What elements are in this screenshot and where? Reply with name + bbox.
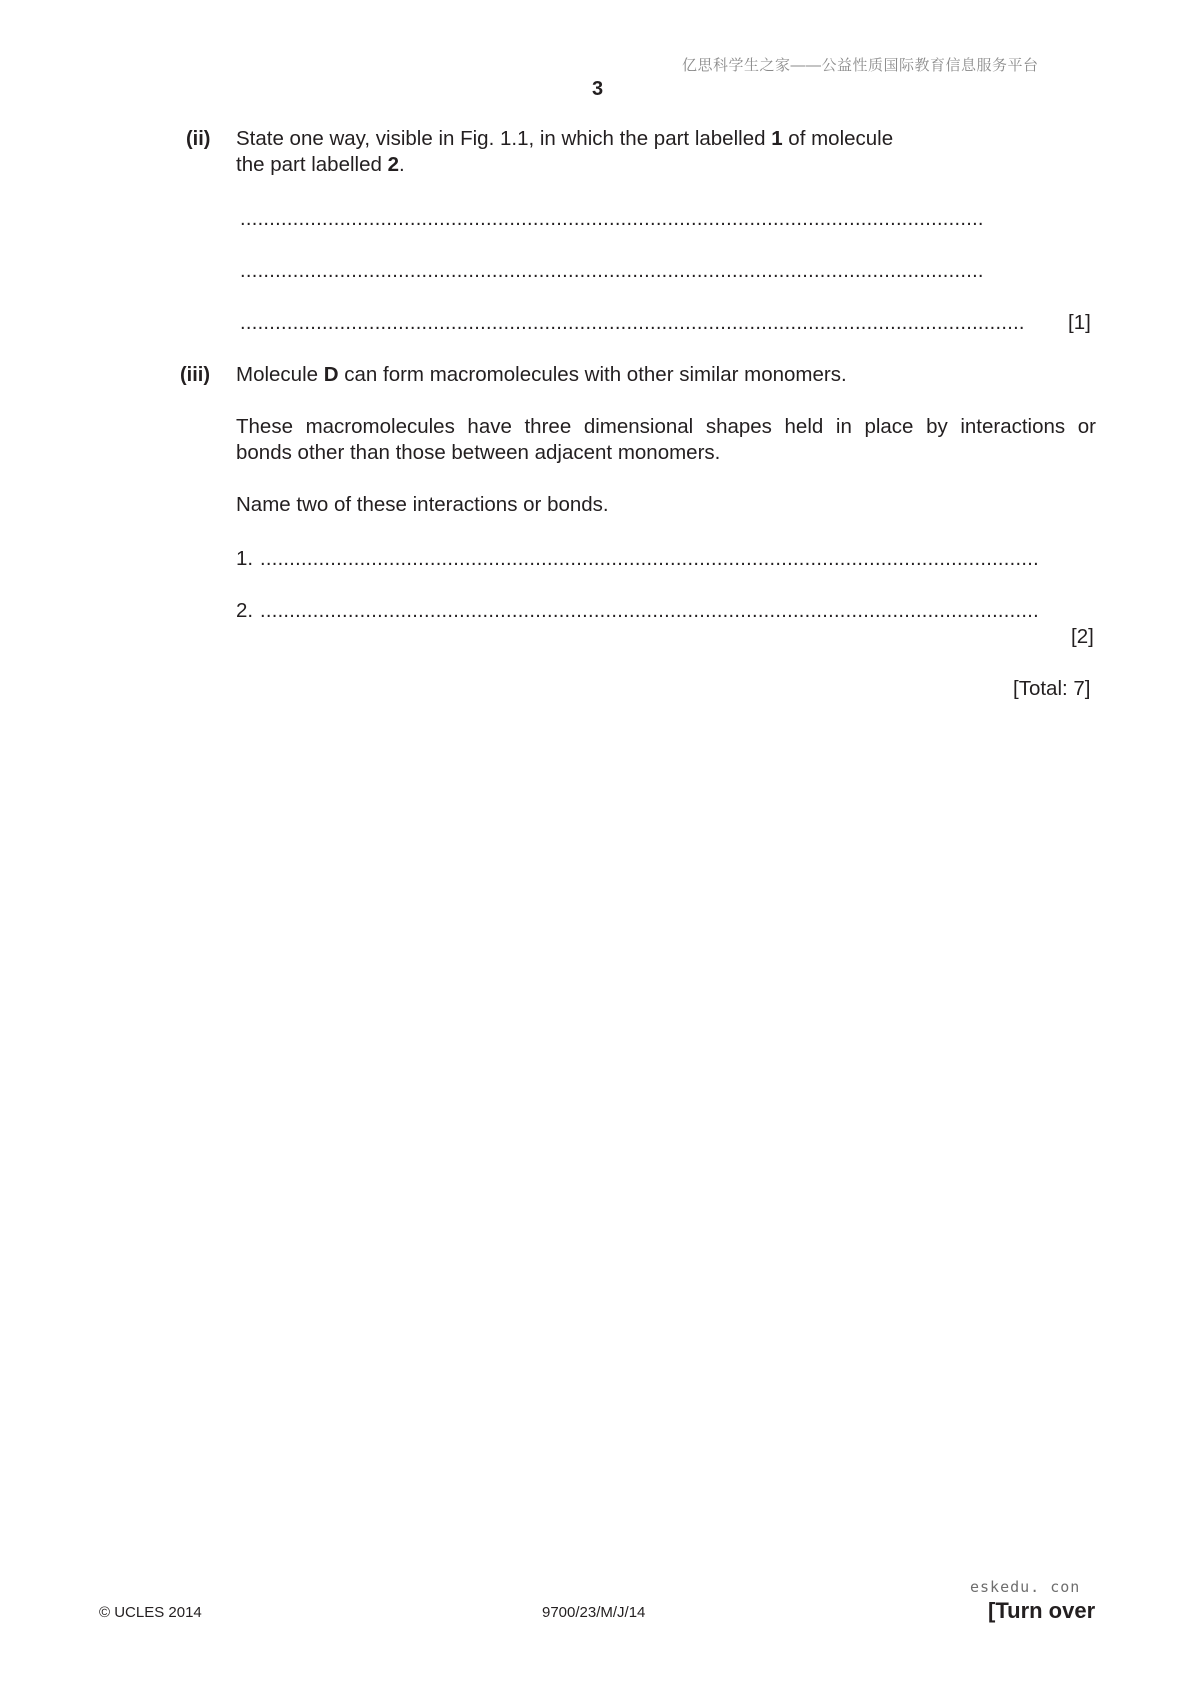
question-iii-instruction: Name two of these interactions or bonds. [236,493,609,516]
marks-label: [2] [1071,625,1094,648]
total-marks: [Total: 7] [1013,677,1091,700]
turn-over: [Turn over [988,1598,1096,1623]
question-ii-line-1 [236,126,893,152]
paper-code: 9700/23/M/J/14 [542,1604,646,1621]
header-watermark: 亿思科学生之家——公益性质国际教育信息服务平台 [682,57,1039,74]
copyright: © UCLES 2014 [99,1604,202,1621]
question-ii-text: . [398,153,405,176]
answer-line[interactable]: ............................................................................................................................... [240,208,984,230]
answer-line[interactable]: ...................................................................................................................................... [240,312,1025,334]
question-label-iii: (iii) [180,364,210,386]
question-ii-line-2 [236,152,405,178]
footer-watermark: eskedu. con [970,1578,1081,1596]
question-ii-text: State one way, visible in Fig. 1.1, in which the part labelled [236,127,772,150]
marks-label: [1] [1068,311,1091,334]
question-iii-sentence [236,362,847,388]
answer-line[interactable]: ............................................................................................................................... [240,260,984,282]
answer-line[interactable]: ..................................................................................................................................... [260,548,1039,570]
part-label-2: 2 [387,153,399,176]
question-iii-paragraph-line-2: bonds other than those between adjacent monomers. [236,441,721,464]
question-iii-paragraph-line-1: These macromolecules have three dimensional shapes held in place by interactions or [236,415,1096,438]
question-label-ii: (ii) [186,128,211,150]
question-ii-text: the part labelled [236,153,388,176]
answer-number-2: 2. [236,599,254,622]
answer-line[interactable]: ..................................................................................................................................... [260,600,1039,622]
page-number: 3 [592,78,604,100]
answer-number-1: 1. [236,547,254,570]
question-iii-text: Molecule [236,363,324,386]
question-iii-text: can form macromolecules with other similar monomers. [338,363,847,386]
molecule-label-d: D [323,363,339,386]
question-ii-text: of molecule [782,127,894,150]
part-label-1: 1 [771,127,783,150]
